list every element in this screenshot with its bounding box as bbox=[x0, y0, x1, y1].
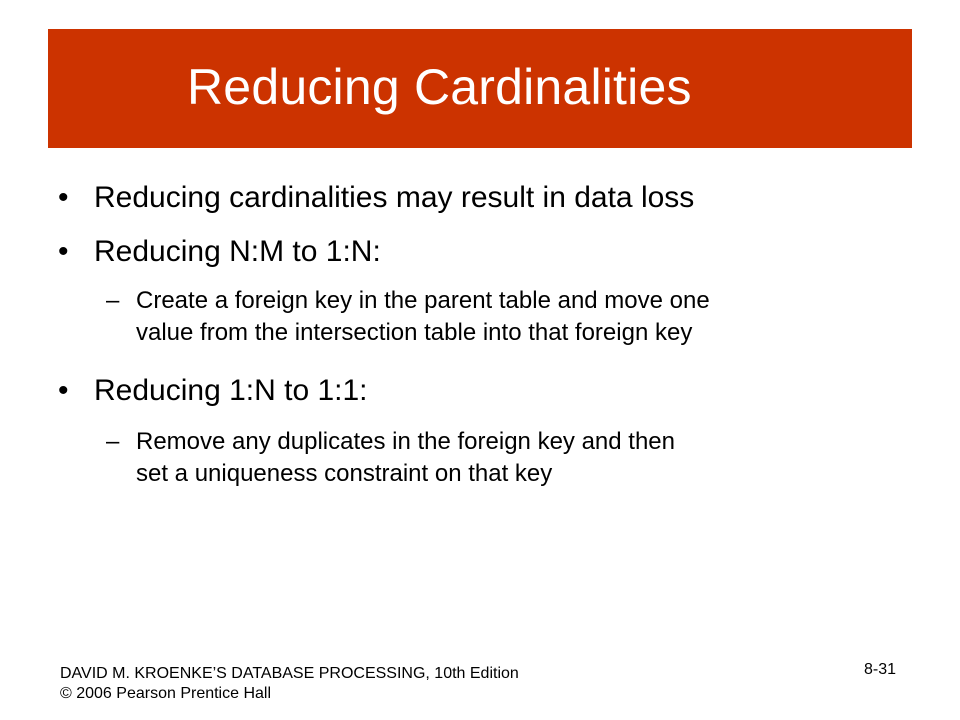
bullet-item-2 bbox=[58, 234, 381, 270]
sub-bullet-line-1: Create a foreign key in the parent table and move one bbox=[136, 287, 710, 314]
bullet-item-3 bbox=[58, 373, 368, 409]
bullet-symbol: • bbox=[58, 374, 69, 407]
bullet-symbol: • bbox=[58, 181, 69, 214]
footer-copyright: © 2006 Pearson Prentice Hall bbox=[60, 685, 272, 702]
sub-bullet-2 bbox=[106, 426, 675, 490]
bullet-text: Reducing cardinalities may result in data loss bbox=[94, 181, 695, 214]
footer-book-title: DAVID M. KROENKE’S DATABASE PROCESSING, 10th Edition bbox=[60, 665, 519, 682]
bullet-text: Reducing 1:N to 1:1: bbox=[94, 374, 368, 407]
dash-symbol: – bbox=[106, 287, 120, 314]
sub-bullet-line-2: set a uniqueness constraint on that key bbox=[136, 460, 553, 487]
title-bar bbox=[48, 29, 912, 148]
footer-credits bbox=[60, 664, 519, 704]
dash-symbol: – bbox=[106, 428, 120, 455]
bullet-item-1 bbox=[58, 180, 694, 216]
bullet-symbol: • bbox=[58, 235, 69, 268]
bullet-text: Reducing N:M to 1:N: bbox=[94, 235, 381, 268]
slide-title: Reducing Cardinalities bbox=[187, 58, 692, 115]
page-number: 8-31 bbox=[864, 661, 897, 678]
sub-bullet-line-1: Remove any duplicates in the foreign key and then bbox=[136, 428, 676, 455]
sub-bullet-1 bbox=[106, 285, 710, 349]
sub-bullet-line-2: value from the intersection table into that foreign key bbox=[136, 319, 693, 346]
